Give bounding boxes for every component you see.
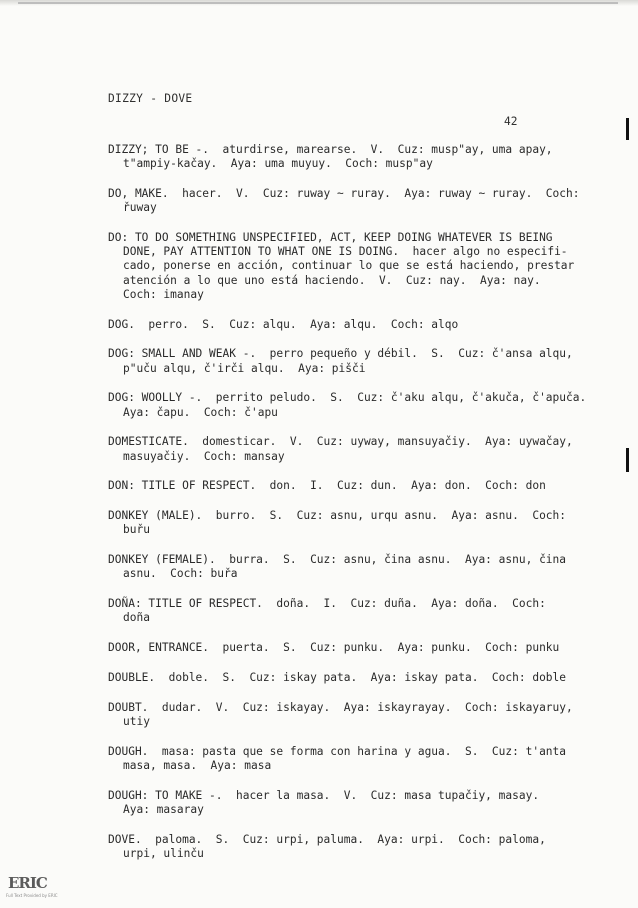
- dictionary-entry: [108, 553, 608, 581]
- entry-continuation: p"uču alqu, č'irči alqu. Aya: pišči: [123, 361, 366, 375]
- dictionary-entry: [108, 318, 608, 332]
- entry-headline: DONKEY (FEMALE). burra. S. Cuz: asnu, čina asnu. Aya: asnu, čina: [108, 553, 567, 567]
- dictionary-entries: [108, 143, 608, 877]
- entry-continuation: masa, masa. Aya: masa: [123, 759, 272, 772]
- entry-headline: DOUBLE. doble. S. Cuz: iskay pata. Aya: iskay pata. Coch: doble: [108, 671, 567, 684]
- dictionary-entry: [108, 391, 608, 419]
- entry-headline: DOVE. paloma. S. Cuz: urpi, paluma. Aya: urpi. Coch: paloma,: [108, 832, 546, 846]
- entry-continuation: atención a lo que uno está haciendo. V. Cuz: nay. Aya: nay.: [123, 273, 541, 287]
- dictionary-entry: [108, 231, 608, 302]
- entry-continuation: řuway: [123, 201, 157, 215]
- entry-headline: DOMESTICATE. domesticar. V. Cuz: uyway, mansuyačiy. Aya: uywačay,: [108, 435, 573, 449]
- dictionary-entry: [108, 641, 608, 655]
- entry-headline: DOUBT. dudar. V. Cuz: iskayay. Aya: iskayrayay. Coch: iskayaruy,: [108, 700, 573, 714]
- entry-continuation: Coch: imanay: [123, 287, 204, 301]
- entry-headline: DOUGH: TO MAKE -. hacer la masa. V. Cuz: masa tupačiy, masay.: [108, 788, 540, 802]
- entry-headline: DOG: WOOLLY -. perrito peludo. S. Cuz: č'aku alqu, č'akuča, č'apuča.: [108, 391, 587, 405]
- dictionary-entry: [108, 789, 608, 817]
- entry-headline: DOG: SMALL AND WEAK -. perro pequeño y débil. S. Cuz: č'ansa alqu,: [108, 347, 573, 361]
- entry-headline: DIZZY; TO BE -. aturdirse, marearse. V. Cuz: musp"ay, uma apay,: [108, 143, 553, 156]
- entry-headline: DOUGH. masa: pasta que se forma con harina y agua. S. Cuz: t'anta: [108, 744, 567, 758]
- scan-top-rule: [18, 2, 618, 4]
- dictionary-entry: [108, 435, 608, 463]
- page-header: DIZZY - DOVE: [108, 92, 193, 105]
- entry-continuation: asnu. Coch: buřa: [123, 567, 238, 581]
- dictionary-entry: [108, 701, 608, 729]
- entry-headline: DO, MAKE. hacer. V. Cuz: ruway ~ ruray. Aya: ruway ~ ruray. Coch:: [108, 187, 580, 200]
- dictionary-entry: [108, 597, 608, 625]
- entry-continuation: DONE, PAY ATTENTION TO WHAT ONE IS DOING. hacer algo no especifi-: [123, 245, 568, 259]
- entry-headline: DO: TO DO SOMETHING UNSPECIFIED, ACT, KEEP DOING WHATEVER IS BEING: [108, 231, 553, 244]
- dictionary-entry: [108, 143, 608, 171]
- dictionary-entry: [108, 479, 608, 493]
- eric-logo-text: ERIC: [8, 874, 47, 892]
- page-number: 42: [504, 115, 518, 128]
- dictionary-entry: [108, 833, 608, 861]
- dictionary-entry: [108, 347, 608, 375]
- entry-continuation: masuyačiy. Coch: mansay: [123, 449, 285, 463]
- dictionary-entry: [108, 745, 608, 773]
- entry-continuation: buřu: [123, 523, 150, 537]
- entry-continuation: Aya: čapu. Coch: č'apu: [123, 405, 278, 419]
- entry-continuation: cado, ponerse en acción, continuar lo que se está haciendo, prestar: [123, 259, 575, 273]
- scan-edge-mark-top: [626, 118, 629, 140]
- entry-headline: DOOR, ENTRANCE. puerta. S. Cuz: punku. Aya: punku. Coch: punku: [108, 641, 560, 655]
- entry-continuation: t"ampiy-kačay. Aya: uma muyuy. Coch: musp"ay: [123, 157, 433, 171]
- entry-headline: DONKEY (MALE). burro. S. Cuz: asnu, urqu asnu. Aya: asnu. Coch:: [108, 509, 567, 523]
- entry-continuation: Aya: masaray: [123, 803, 204, 816]
- dictionary-entry: [108, 671, 608, 685]
- eric-logo: [8, 874, 47, 892]
- scan-edge-mark-middle: [626, 448, 629, 472]
- entry-headline: DOÑA: TITLE OF RESPECT. doña. I. Cuz: duña. Aya: doña. Coch:: [108, 597, 546, 611]
- entry-continuation: urpi, ulinču: [123, 847, 204, 860]
- entry-continuation: doña: [123, 611, 150, 625]
- entry-headline: DOG. perro. S. Cuz: alqu. Aya: alqu. Coch: alqo: [108, 317, 459, 331]
- dictionary-entry: [108, 187, 608, 215]
- eric-logo-subtext: Full Text Provided by ERIC: [6, 893, 58, 898]
- entry-continuation: utiy: [123, 715, 150, 728]
- dictionary-entry: [108, 509, 608, 537]
- entry-headline: DON: TITLE OF RESPECT. don. I. Cuz: dun. Aya: don. Coch: don: [108, 479, 546, 493]
